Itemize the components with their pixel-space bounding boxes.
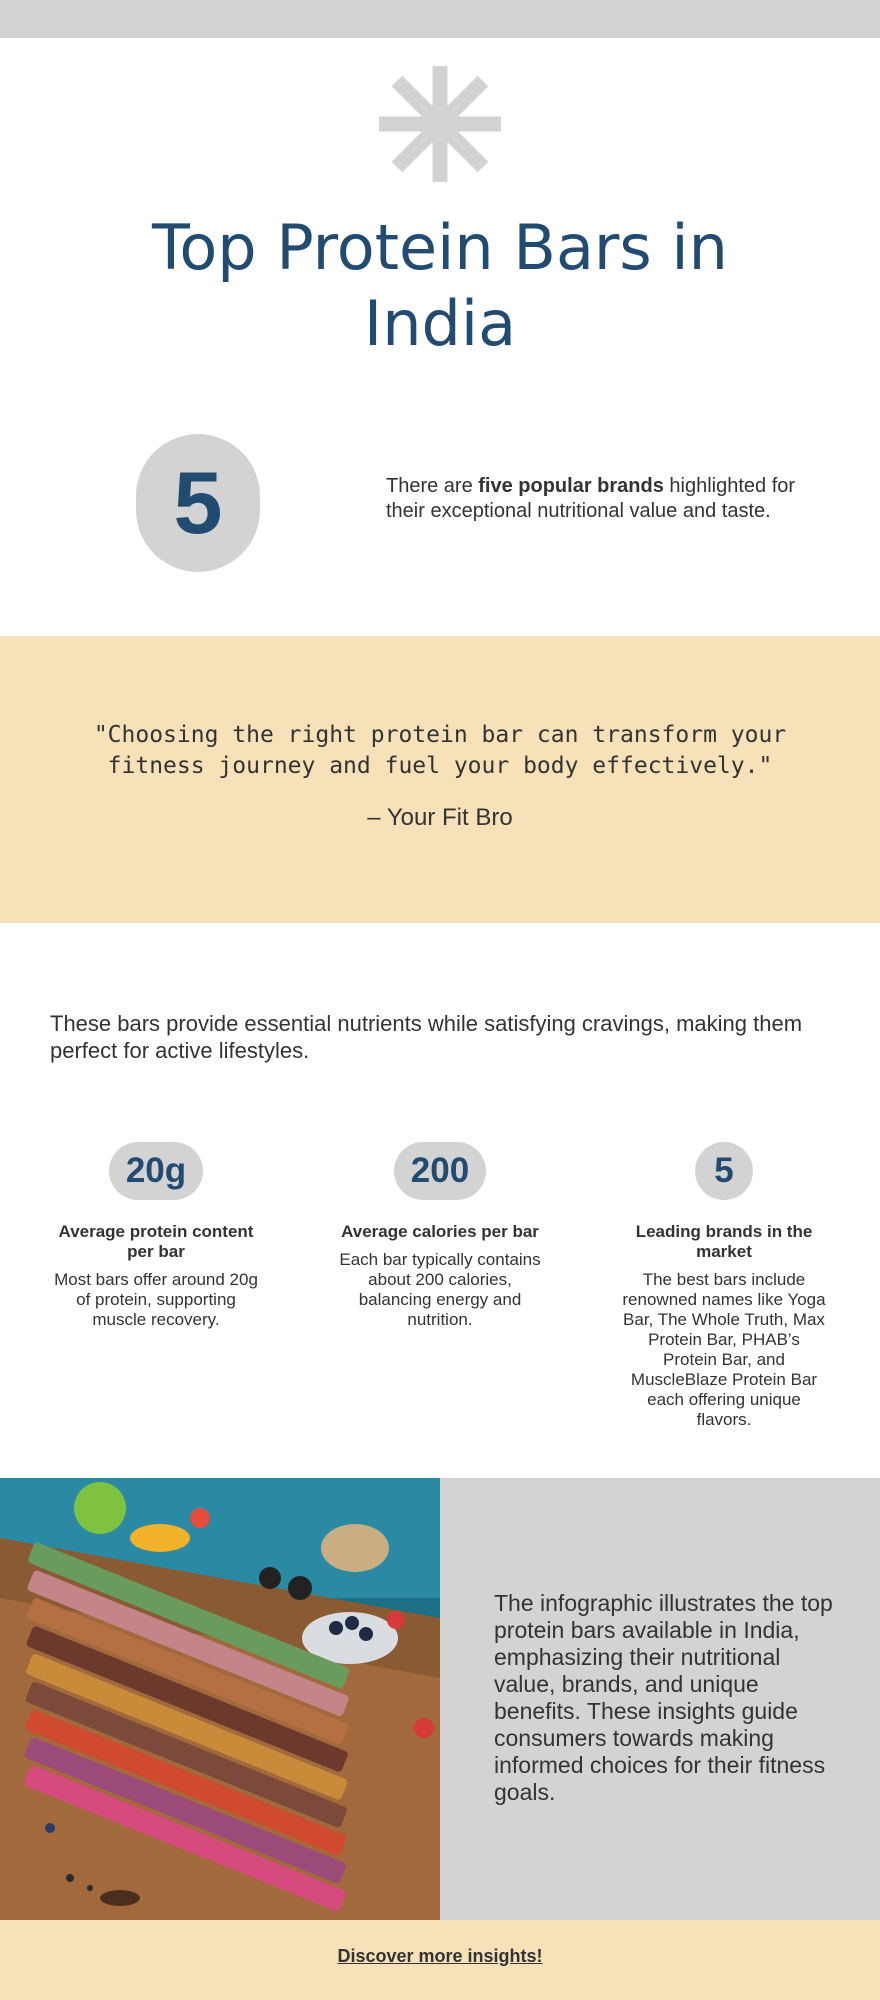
stat-value-pill: 200 [394, 1142, 486, 1200]
discover-more-link[interactable]: Discover more insights! [337, 1946, 543, 1966]
page-title: Top Protein Bars in India [152, 211, 728, 360]
brand-count-number: 5 [173, 453, 223, 552]
stat-value-pill: 5 [695, 1142, 753, 1200]
stat-protein [46, 1142, 266, 1330]
stat-title: Average calories per bar [341, 1222, 539, 1241]
stat-brands [614, 1142, 834, 1430]
intro-text-bold: five popular brands [478, 475, 664, 497]
top-bar [0, 0, 880, 38]
protein-bars-photo [0, 1478, 440, 1920]
stat-value-pill: 20g [109, 1142, 203, 1200]
brand-count-badge [136, 434, 260, 572]
stat-description: Each bar typically contains about 200 calories, balancing energy and nutrition. [339, 1250, 541, 1329]
quote-author: – Your Fit Bro [367, 804, 513, 831]
stat-title: Average protein content per bar [58, 1222, 254, 1261]
intro-text-end: highlighted for their exceptional nutritional value and taste. [386, 475, 796, 522]
stat-title: Leading brands in the market [635, 1222, 813, 1261]
intro-text [386, 474, 836, 524]
stat-description: The best bars include renowned names like Yoga Bar, The Whole Truth, Max Protein Bar, PHAB’s Protein Bar, and MuscleBlaze Protein Bar each offering unique flavors. [622, 1270, 826, 1429]
stat-description: Most bars offer around 20g of protein, supporting muscle recovery. [54, 1270, 258, 1329]
quote-text: "Choosing the right protein bar can transform your fitness journey and fuel your body effectively." [93, 722, 787, 779]
intro-text-start: There are [386, 475, 479, 497]
stat-calories [330, 1142, 550, 1330]
asterisk-icon [375, 64, 505, 184]
lead-paragraph: These bars provide essential nutrients while satisfying cravings, making them perfect for active lifestyles. [50, 1011, 803, 1063]
summary-text: The infographic illustrates the top protein bars available in India, emphasizing their nutritional value, brands, and unique benefits. These insights guide consumers towards making informed choices for their fitness goals. [494, 1590, 833, 1805]
